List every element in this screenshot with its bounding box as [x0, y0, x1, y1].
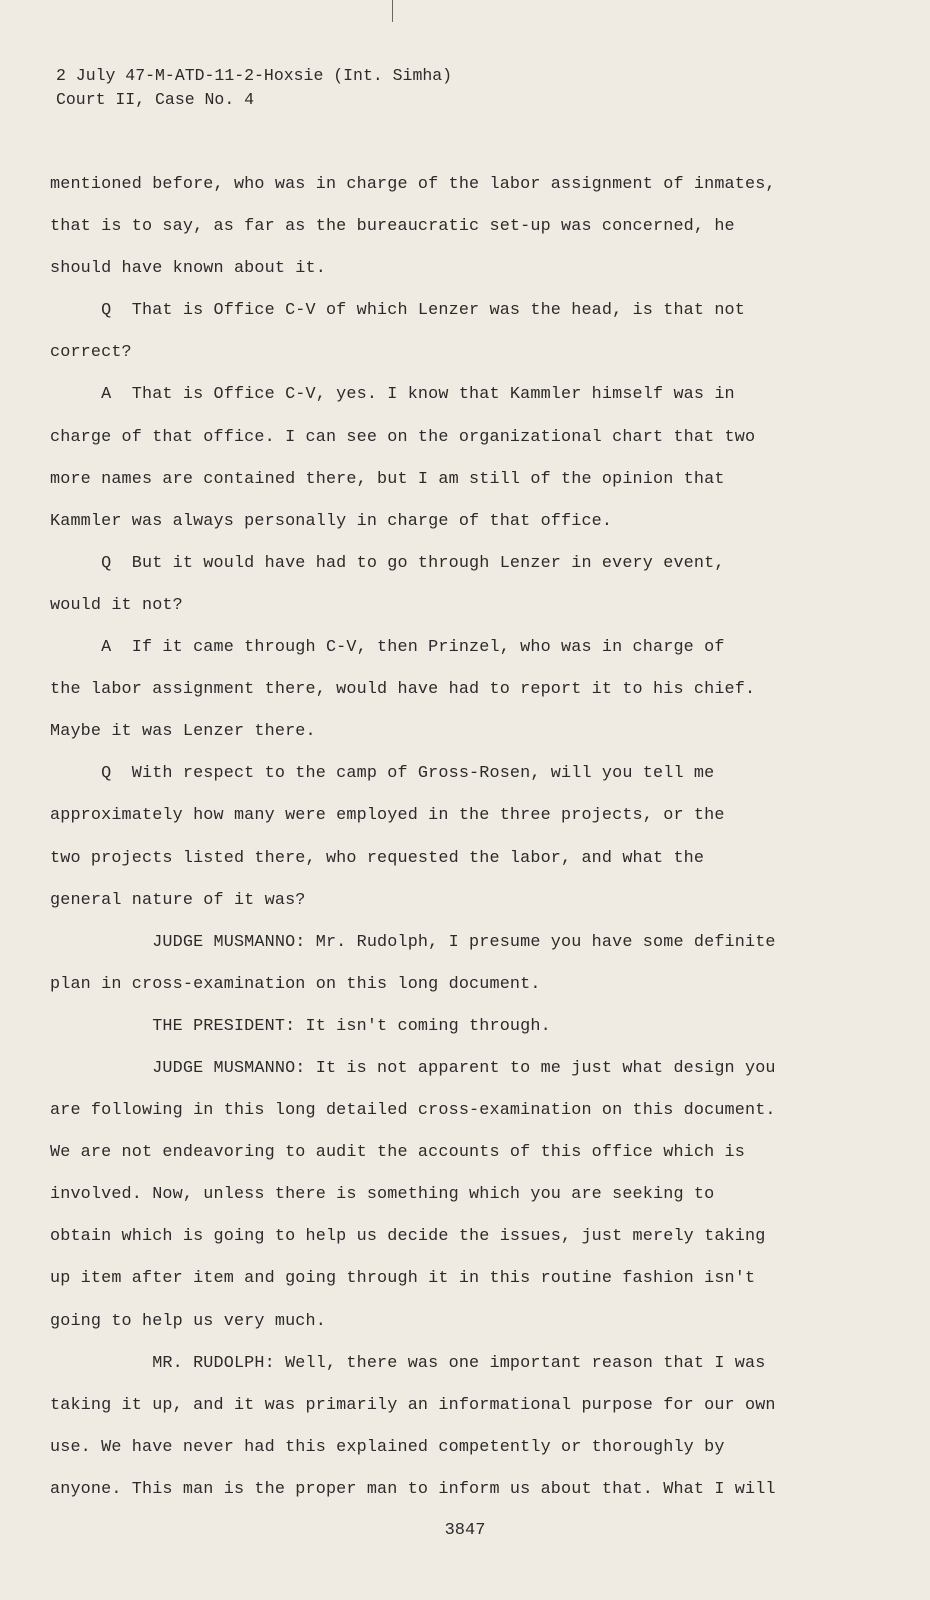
text-line: A If it came through C-V, then Prinzel, who was in charge of — [50, 638, 725, 658]
text-line: would it not? — [50, 595, 183, 615]
text-line: up item after item and going through it in this routine fashion isn't — [50, 1269, 756, 1289]
text-line: use. We have never had this explained competently or thoroughly by — [50, 1437, 725, 1457]
page-fold-mark — [392, 0, 393, 22]
text-line: charge of that office. I can see on the organizational chart that two — [50, 427, 756, 447]
text-line: obtain which is going to help us decide the issues, just merely taking — [50, 1227, 766, 1247]
text-line: Q That is Office C-V of which Lenzer was the head, is that not — [50, 301, 745, 321]
text-line: plan in cross-examination on this long document. — [50, 974, 541, 994]
text-line: We are not endeavoring to audit the accounts of this office which is — [50, 1143, 745, 1163]
text-line: approximately how many were employed in the three projects, or the — [50, 806, 725, 826]
text-line: JUDGE MUSMANNO: It is not apparent to me just what design you — [50, 1058, 776, 1078]
text-line: that is to say, as far as the bureaucratic set-up was concerned, he — [50, 217, 735, 237]
header-line-1: 2 July 47-M-ATD-11-2-Hoxsie (Int. Simha) — [56, 66, 453, 85]
header-line-2: Court II, Case No. 4 — [56, 90, 255, 109]
text-line: Q With respect to the camp of Gross-Rosen, will you tell me — [50, 764, 715, 784]
text-line: anyone. This man is the proper man to inform us about that. What I will — [50, 1479, 776, 1499]
text-line: Maybe it was Lenzer there. — [50, 722, 316, 742]
transcript-body — [50, 164, 890, 1511]
text-line: A That is Office C-V, yes. I know that Kammler himself was in — [50, 385, 735, 405]
text-line: going to help us very much. — [50, 1311, 326, 1331]
text-line: taking it up, and it was primarily an informational purpose for our own — [50, 1395, 776, 1415]
text-line: JUDGE MUSMANNO: Mr. Rudolph, I presume you have some definite — [50, 932, 776, 952]
text-line: correct? — [50, 343, 132, 363]
page-number: 3847 — [444, 1521, 486, 1540]
text-line: mentioned before, who was in charge of the labor assignment of inmates, — [50, 175, 776, 194]
text-line: involved. Now, unless there is something which you are seeking to — [50, 1185, 715, 1205]
text-line: two projects listed there, who requested the labor, and what the — [50, 848, 705, 868]
document-header — [56, 64, 452, 112]
text-line: should have known about it. — [50, 259, 326, 279]
text-line: general nature of it was? — [50, 890, 306, 910]
text-line: MR. RUDOLPH: Well, there was one important reason that I was — [50, 1353, 766, 1373]
text-line: the labor assignment there, would have had to report it to his chief. — [50, 680, 756, 700]
text-line: are following in this long detailed cross-examination on this document. — [50, 1101, 776, 1121]
text-line: Kammler was always personally in charge of that office. — [50, 511, 613, 531]
text-line: THE PRESIDENT: It isn't coming through. — [50, 1016, 551, 1036]
text-line: more names are contained there, but I am still of the opinion that — [50, 469, 725, 489]
text-line: Q But it would have had to go through Lenzer in every event, — [50, 553, 725, 573]
